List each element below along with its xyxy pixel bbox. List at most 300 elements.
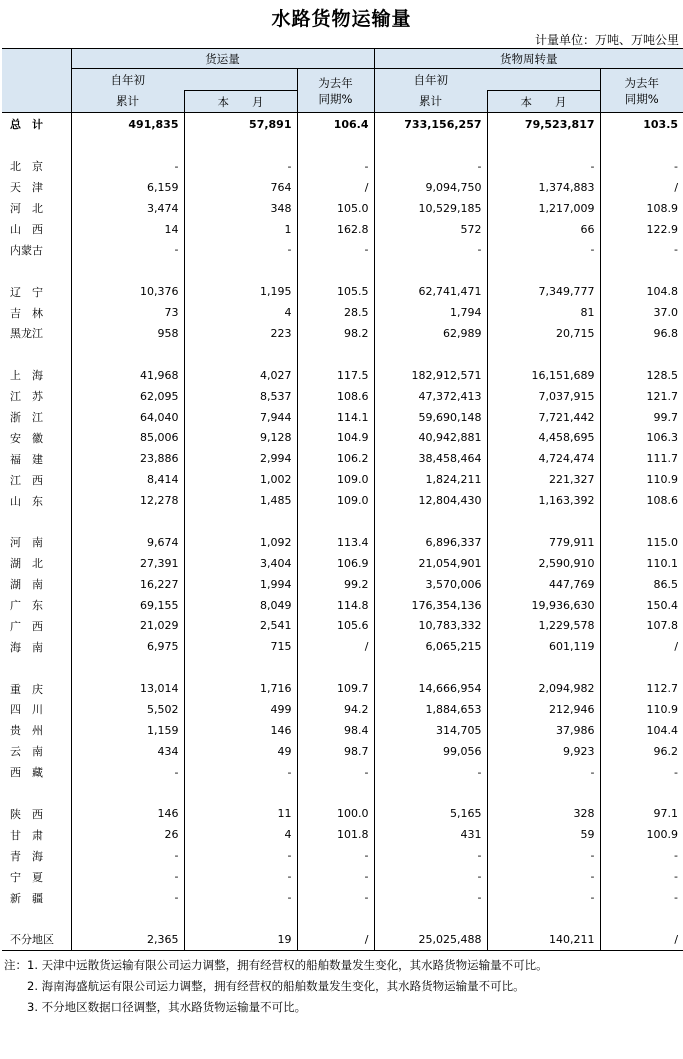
cell-volume-yoy <box>297 260 374 281</box>
cell-volume-ytd: - <box>71 239 184 260</box>
cell-volume-month: 8,537 <box>184 386 297 407</box>
region-name: 辽 宁 <box>10 285 43 299</box>
cell-turnover-ytd: 12,804,430 <box>374 490 487 511</box>
region-name: 不分地区 <box>2 929 71 950</box>
cell-volume-yoy: 99.2 <box>297 574 374 595</box>
region-name: 广 东 <box>10 599 43 613</box>
region-name: 北 京 <box>10 160 43 174</box>
region-name: 重 庆 <box>10 682 43 696</box>
cell-volume-month: 1 <box>184 219 297 240</box>
cell-turnover-ytd: 62,989 <box>374 323 487 344</box>
region-name: 新 疆 <box>10 891 43 905</box>
cell-turnover-yoy: 37.0 <box>600 302 683 323</box>
header-turnover: 货物周转量 <box>374 49 683 69</box>
region-name: 福 建 <box>10 452 43 466</box>
cell-volume-yoy: 106.9 <box>297 553 374 574</box>
header-region-cell <box>2 49 71 113</box>
spacer-row <box>2 344 683 365</box>
cell-volume-yoy <box>297 511 374 532</box>
cell-turnover-month <box>487 511 600 532</box>
table-row <box>2 804 683 825</box>
cell-turnover-month <box>487 783 600 804</box>
cell-volume-yoy: 113.4 <box>297 532 374 553</box>
cell-turnover-month: 1,374,883 <box>487 177 600 198</box>
cell-volume-yoy: - <box>297 845 374 866</box>
cell-volume-yoy: - <box>297 762 374 783</box>
cell-turnover-month: 37,986 <box>487 720 600 741</box>
cell-volume-yoy: 101.8 <box>297 824 374 845</box>
cell-volume-ytd <box>71 260 184 281</box>
cell-turnover-month <box>487 657 600 678</box>
cell-volume-yoy: 106.4 <box>297 113 374 136</box>
region-name <box>2 783 71 804</box>
cell-volume-yoy: 98.2 <box>297 323 374 344</box>
table-row <box>2 824 683 845</box>
cell-turnover-ytd: 59,690,148 <box>374 407 487 428</box>
region-name <box>2 657 71 678</box>
region-name: 江 西 <box>10 473 43 487</box>
cell-turnover-month: 7,721,442 <box>487 407 600 428</box>
cell-turnover-yoy <box>600 783 683 804</box>
region-name: 贵 州 <box>10 724 43 738</box>
cell-turnover-yoy: 108.6 <box>600 490 683 511</box>
cell-volume-yoy: 105.0 <box>297 198 374 219</box>
cell-turnover-yoy: 96.2 <box>600 741 683 762</box>
cell-turnover-month: - <box>487 887 600 908</box>
cell-turnover-ytd: 38,458,464 <box>374 448 487 469</box>
table-row <box>2 887 683 908</box>
cell-turnover-ytd <box>374 260 487 281</box>
cell-turnover-ytd: 431 <box>374 824 487 845</box>
cell-volume-ytd: 73 <box>71 302 184 323</box>
cell-volume-month: - <box>184 887 297 908</box>
region-name: 河 北 <box>10 202 43 216</box>
region-name: 内蒙古 <box>10 243 43 257</box>
table-row <box>2 845 683 866</box>
cell-volume-ytd: 10,376 <box>71 281 184 302</box>
cell-volume-ytd: 23,886 <box>71 448 184 469</box>
header-volume-ytd-top: 自年初 <box>71 69 184 91</box>
cell-turnover-month: 212,946 <box>487 699 600 720</box>
cell-volume-yoy: / <box>297 636 374 657</box>
total-row <box>2 113 683 136</box>
cell-volume-ytd: - <box>71 887 184 908</box>
region-name: 山 东 <box>10 494 43 508</box>
table-row <box>2 553 683 574</box>
cell-turnover-month: 328 <box>487 804 600 825</box>
region-name: 宁 夏 <box>10 870 43 884</box>
cell-turnover-month <box>487 908 600 929</box>
data-table <box>2 48 683 951</box>
table-row <box>2 448 683 469</box>
cell-volume-yoy: 100.0 <box>297 804 374 825</box>
table-row <box>2 741 683 762</box>
cell-volume-ytd: 2,365 <box>71 929 184 950</box>
cell-volume-ytd <box>71 783 184 804</box>
table-row <box>2 177 683 198</box>
cell-volume-yoy: 106.2 <box>297 448 374 469</box>
spacer-row <box>2 260 683 281</box>
table-row <box>2 636 683 657</box>
cell-volume-month: 1,002 <box>184 469 297 490</box>
cell-turnover-month <box>487 260 600 281</box>
cell-turnover-yoy: 86.5 <box>600 574 683 595</box>
cell-turnover-month: 59 <box>487 824 600 845</box>
cell-volume-month: - <box>184 239 297 260</box>
cell-turnover-ytd: - <box>374 239 487 260</box>
cell-turnover-ytd: 1,794 <box>374 302 487 323</box>
region-name <box>2 260 71 281</box>
footnotes <box>4 955 548 1018</box>
cell-volume-ytd: - <box>71 845 184 866</box>
cell-volume-month: 8,049 <box>184 595 297 616</box>
cell-turnover-month: 20,715 <box>487 323 600 344</box>
cell-turnover-ytd: 9,094,750 <box>374 177 487 198</box>
cell-turnover-month: 2,094,982 <box>487 678 600 699</box>
cell-volume-yoy: 114.1 <box>297 407 374 428</box>
region-name: 吉 林 <box>10 306 43 320</box>
cell-volume-yoy: 108.6 <box>297 386 374 407</box>
region-name: 陕 西 <box>10 807 43 821</box>
cell-volume-yoy: 162.8 <box>297 219 374 240</box>
cell-volume-yoy: 94.2 <box>297 699 374 720</box>
footnote-2: 2. 海南海盛航运有限公司运力调整，拥有经营权的船舶数量发生变化，其水路货物运输量不可比。 <box>4 979 525 993</box>
cell-volume-ytd <box>71 135 184 156</box>
cell-turnover-ytd <box>374 783 487 804</box>
cell-volume-month: 146 <box>184 720 297 741</box>
cell-turnover-ytd: 40,942,881 <box>374 427 487 448</box>
cell-volume-yoy: 114.8 <box>297 595 374 616</box>
cell-volume-month: 2,541 <box>184 615 297 636</box>
cell-turnover-ytd: 5,165 <box>374 804 487 825</box>
table-row <box>2 469 683 490</box>
cell-volume-yoy <box>297 135 374 156</box>
cell-turnover-yoy <box>600 657 683 678</box>
cell-turnover-yoy: 97.1 <box>600 804 683 825</box>
cell-turnover-yoy <box>600 135 683 156</box>
cell-turnover-month: 4,458,695 <box>487 427 600 448</box>
cell-volume-yoy: 109.7 <box>297 678 374 699</box>
header-turnover-yoy-line1: 为去年 <box>624 75 660 90</box>
cell-volume-ytd: - <box>71 156 184 177</box>
header-volume-yoy-line2: 同期% <box>318 91 353 106</box>
cell-volume-ytd: 64,040 <box>71 407 184 428</box>
cell-turnover-yoy <box>600 344 683 365</box>
cell-volume-month: 1,994 <box>184 574 297 595</box>
cell-volume-ytd: - <box>71 866 184 887</box>
cell-volume-ytd: 26 <box>71 824 184 845</box>
cell-volume-month: 7,944 <box>184 407 297 428</box>
header-turnover-month: 本 月 <box>487 91 600 113</box>
cell-volume-yoy: - <box>297 866 374 887</box>
header-volume-yoy <box>297 69 374 113</box>
cell-volume-ytd <box>71 908 184 929</box>
cell-turnover-ytd: 182,912,571 <box>374 365 487 386</box>
cell-turnover-ytd: 25,025,488 <box>374 929 487 950</box>
cell-volume-yoy: - <box>297 156 374 177</box>
cell-turnover-month: 66 <box>487 219 600 240</box>
cell-turnover-ytd <box>374 511 487 532</box>
cell-volume-month <box>184 344 297 365</box>
region-name: 甘 肃 <box>10 828 43 842</box>
region-name: 西 藏 <box>10 766 43 780</box>
cell-turnover-yoy <box>600 908 683 929</box>
header-freight-volume: 货运量 <box>71 49 374 69</box>
cell-turnover-ytd: 6,896,337 <box>374 532 487 553</box>
cell-turnover-month: - <box>487 866 600 887</box>
page-title: 水路货物运输量 <box>271 8 412 30</box>
cell-volume-month: 19 <box>184 929 297 950</box>
cell-turnover-month <box>487 344 600 365</box>
cell-volume-ytd: 9,674 <box>71 532 184 553</box>
table-row <box>2 595 683 616</box>
table-row <box>2 365 683 386</box>
cell-volume-yoy: 98.7 <box>297 741 374 762</box>
cell-volume-ytd: 13,014 <box>71 678 184 699</box>
spacer-row <box>2 511 683 532</box>
cell-volume-ytd: 958 <box>71 323 184 344</box>
cell-turnover-month: - <box>487 762 600 783</box>
cell-volume-yoy: 105.6 <box>297 615 374 636</box>
spacer-row <box>2 135 683 156</box>
cell-volume-ytd: 146 <box>71 804 184 825</box>
cell-turnover-month: 1,229,578 <box>487 615 600 636</box>
region-name: 黑龙江 <box>10 327 43 341</box>
footnote-1: 注：1. 天津中远散货运输有限公司运力调整，拥有经营权的船舶数量发生变化，其水路货物运输量不可比。 <box>4 958 548 972</box>
cell-turnover-ytd: 10,783,332 <box>374 615 487 636</box>
table-row <box>2 490 683 511</box>
cell-turnover-month: 4,724,474 <box>487 448 600 469</box>
cell-turnover-ytd: 62,741,471 <box>374 281 487 302</box>
cell-volume-ytd: 491,835 <box>71 113 184 136</box>
cell-turnover-month: 221,327 <box>487 469 600 490</box>
cell-turnover-month: 79,523,817 <box>487 113 600 136</box>
cell-turnover-ytd <box>374 344 487 365</box>
cell-volume-ytd: 434 <box>71 741 184 762</box>
cell-volume-ytd: 21,029 <box>71 615 184 636</box>
cell-turnover-yoy: 150.4 <box>600 595 683 616</box>
cell-turnover-yoy: 107.8 <box>600 615 683 636</box>
cell-volume-yoy: 109.0 <box>297 490 374 511</box>
cell-turnover-yoy: - <box>600 762 683 783</box>
region-name: 安 徽 <box>10 431 43 445</box>
cell-volume-month <box>184 260 297 281</box>
cell-turnover-yoy: 106.3 <box>600 427 683 448</box>
cell-volume-ytd <box>71 344 184 365</box>
cell-volume-month: 1,716 <box>184 678 297 699</box>
cell-volume-month <box>184 135 297 156</box>
cell-turnover-yoy: 115.0 <box>600 532 683 553</box>
region-name: 总 计 <box>2 113 71 136</box>
cell-volume-ytd: - <box>71 762 184 783</box>
cell-turnover-yoy: 110.1 <box>600 553 683 574</box>
cell-turnover-ytd: - <box>374 156 487 177</box>
cell-turnover-ytd <box>374 908 487 929</box>
cell-volume-month: 9,128 <box>184 427 297 448</box>
cell-volume-yoy: - <box>297 887 374 908</box>
region-name: 上 海 <box>10 369 43 383</box>
region-name: 青 海 <box>10 849 43 863</box>
cell-volume-ytd: 12,278 <box>71 490 184 511</box>
region-name: 湖 南 <box>10 578 43 592</box>
cell-turnover-ytd: 1,824,211 <box>374 469 487 490</box>
table-row <box>2 407 683 428</box>
cell-volume-ytd: 1,159 <box>71 720 184 741</box>
region-name: 四 川 <box>10 703 43 717</box>
cell-volume-ytd: 62,095 <box>71 386 184 407</box>
cell-volume-yoy: - <box>297 239 374 260</box>
cell-turnover-yoy: 121.7 <box>600 386 683 407</box>
cell-turnover-month: - <box>487 845 600 866</box>
cell-volume-month: 49 <box>184 741 297 762</box>
cell-volume-month: - <box>184 156 297 177</box>
header-turnover-ytd-bottom: 累计 <box>374 91 487 113</box>
cell-turnover-yoy: 99.7 <box>600 407 683 428</box>
cell-volume-month: 2,994 <box>184 448 297 469</box>
cell-turnover-month: 447,769 <box>487 574 600 595</box>
cell-volume-ytd: 41,968 <box>71 365 184 386</box>
cell-turnover-month: 7,349,777 <box>487 281 600 302</box>
table-row <box>2 720 683 741</box>
table-row <box>2 929 683 950</box>
cell-turnover-yoy: 104.4 <box>600 720 683 741</box>
spacer-row <box>2 783 683 804</box>
region-name: 河 南 <box>10 536 43 550</box>
table-row <box>2 219 683 240</box>
cell-turnover-month: 1,217,009 <box>487 198 600 219</box>
cell-turnover-month: 779,911 <box>487 532 600 553</box>
cell-volume-yoy: 105.5 <box>297 281 374 302</box>
cell-volume-ytd <box>71 511 184 532</box>
cell-volume-month: - <box>184 845 297 866</box>
region-name: 山 西 <box>10 223 43 236</box>
region-name: 江 苏 <box>10 390 43 404</box>
table-header <box>2 49 683 113</box>
cell-turnover-month: 2,590,910 <box>487 553 600 574</box>
cell-turnover-yoy: / <box>600 636 683 657</box>
table-row <box>2 762 683 783</box>
cell-volume-month <box>184 908 297 929</box>
cell-volume-month <box>184 657 297 678</box>
cell-volume-ytd: 6,975 <box>71 636 184 657</box>
cell-turnover-month: 81 <box>487 302 600 323</box>
cell-turnover-ytd <box>374 657 487 678</box>
cell-volume-yoy: / <box>297 929 374 950</box>
region-name <box>2 135 71 156</box>
cell-turnover-month <box>487 135 600 156</box>
cell-turnover-yoy: 96.8 <box>600 323 683 344</box>
cell-volume-month: 1,092 <box>184 532 297 553</box>
cell-volume-month: 4 <box>184 302 297 323</box>
cell-turnover-yoy: - <box>600 887 683 908</box>
cell-volume-month <box>184 511 297 532</box>
cell-turnover-month: 1,163,392 <box>487 490 600 511</box>
spacer-row <box>2 908 683 929</box>
cell-turnover-month: 7,037,915 <box>487 386 600 407</box>
cell-turnover-month: - <box>487 156 600 177</box>
cell-volume-ytd: 3,474 <box>71 198 184 219</box>
cell-turnover-yoy: 111.7 <box>600 448 683 469</box>
region-name: 云 南 <box>10 745 43 759</box>
cell-turnover-yoy: - <box>600 239 683 260</box>
cell-turnover-ytd: 21,054,901 <box>374 553 487 574</box>
cell-turnover-month: 601,119 <box>487 636 600 657</box>
cell-turnover-yoy: 103.5 <box>600 113 683 136</box>
cell-turnover-ytd: 3,570,006 <box>374 574 487 595</box>
cell-turnover-yoy: 112.7 <box>600 678 683 699</box>
region-name <box>2 344 71 365</box>
cell-volume-month: 1,485 <box>184 490 297 511</box>
region-name: 天 津 <box>10 181 43 195</box>
cell-turnover-ytd: - <box>374 762 487 783</box>
cell-volume-yoy <box>297 908 374 929</box>
cell-turnover-ytd: 6,065,215 <box>374 636 487 657</box>
cell-turnover-ytd: 10,529,185 <box>374 198 487 219</box>
cell-volume-ytd: 5,502 <box>71 699 184 720</box>
cell-turnover-ytd: 14,666,954 <box>374 678 487 699</box>
cell-turnover-ytd: 176,354,136 <box>374 595 487 616</box>
cell-volume-yoy: 98.4 <box>297 720 374 741</box>
cell-volume-yoy <box>297 783 374 804</box>
header-volume-ytd-bottom: 累计 <box>71 91 184 113</box>
cell-turnover-yoy: 104.8 <box>600 281 683 302</box>
cell-turnover-month: 140,211 <box>487 929 600 950</box>
header-turnover-ytd-spacer <box>487 69 600 91</box>
table-row <box>2 574 683 595</box>
cell-volume-month: - <box>184 762 297 783</box>
cell-volume-ytd: 8,414 <box>71 469 184 490</box>
table-row <box>2 386 683 407</box>
cell-turnover-yoy: / <box>600 929 683 950</box>
cell-turnover-yoy: - <box>600 866 683 887</box>
region-name: 海 南 <box>10 640 43 654</box>
cell-volume-month: 4,027 <box>184 365 297 386</box>
cell-turnover-ytd: 99,056 <box>374 741 487 762</box>
cell-volume-month <box>184 783 297 804</box>
cell-volume-ytd: 6,159 <box>71 177 184 198</box>
cell-volume-yoy: 28.5 <box>297 302 374 323</box>
table-row <box>2 678 683 699</box>
cell-turnover-ytd: 733,156,257 <box>374 113 487 136</box>
header-volume-yoy-line1: 为去年 <box>318 75 353 90</box>
cell-volume-month: - <box>184 866 297 887</box>
cell-turnover-month: 19,936,630 <box>487 595 600 616</box>
cell-volume-ytd: 85,006 <box>71 427 184 448</box>
region-name: 湖 北 <box>10 557 43 571</box>
cell-volume-month: 348 <box>184 198 297 219</box>
cell-volume-ytd: 16,227 <box>71 574 184 595</box>
cell-turnover-month: 16,151,689 <box>487 365 600 386</box>
table-row <box>2 615 683 636</box>
cell-volume-ytd: 14 <box>71 219 184 240</box>
cell-volume-month: 11 <box>184 804 297 825</box>
cell-volume-yoy: / <box>297 177 374 198</box>
table-row <box>2 532 683 553</box>
table-row <box>2 866 683 887</box>
cell-turnover-ytd: 314,705 <box>374 720 487 741</box>
cell-turnover-ytd: 1,884,653 <box>374 699 487 720</box>
cell-volume-month: 223 <box>184 323 297 344</box>
cell-volume-month: 3,404 <box>184 553 297 574</box>
cell-turnover-ytd: 47,372,413 <box>374 386 487 407</box>
cell-volume-month: 57,891 <box>184 113 297 136</box>
cell-turnover-ytd: - <box>374 866 487 887</box>
table-row <box>2 323 683 344</box>
cell-volume-ytd: 27,391 <box>71 553 184 574</box>
cell-volume-yoy <box>297 657 374 678</box>
cell-turnover-yoy: 110.9 <box>600 469 683 490</box>
spacer-row <box>2 657 683 678</box>
